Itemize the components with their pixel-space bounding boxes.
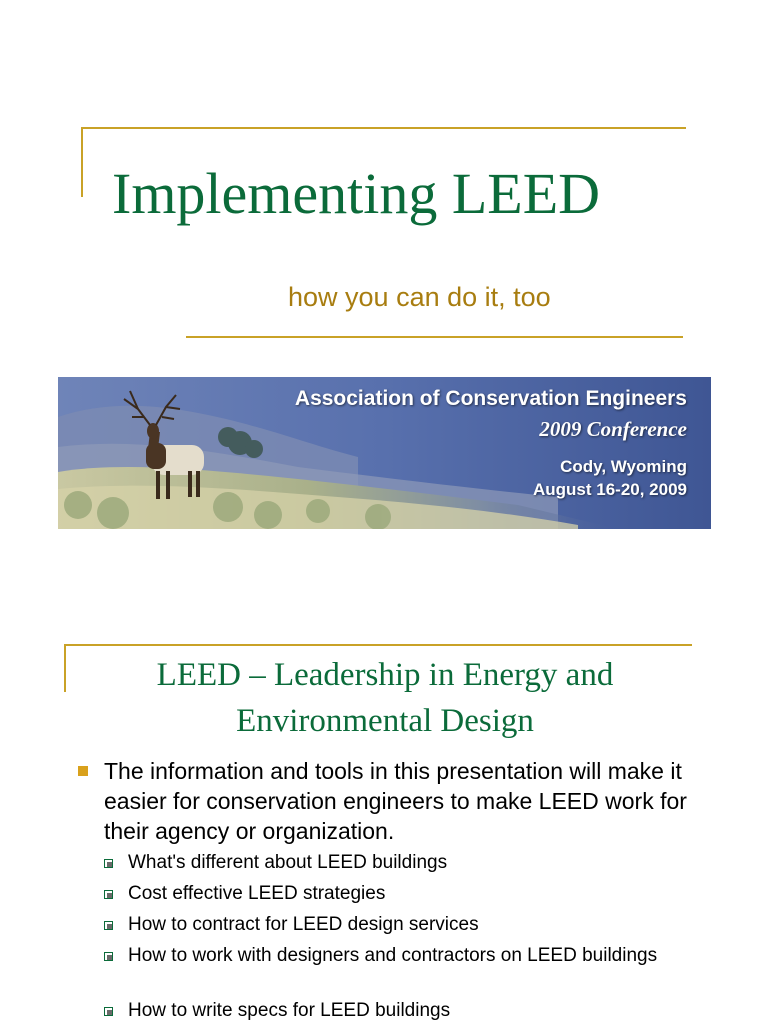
sub-bullet-item bbox=[104, 882, 704, 906]
sub-bullet-text: Cost effective LEED strategies bbox=[128, 883, 386, 904]
slide2-top-rule bbox=[64, 644, 692, 646]
banner-org-name: Association of Conservation Engineers bbox=[294, 387, 687, 410]
slide1-left-rule bbox=[81, 127, 83, 197]
sub-bullet-item bbox=[104, 944, 704, 968]
sub-bullet-text: What's different about LEED buildings bbox=[128, 852, 448, 873]
main-bullet-text: The information and tools in this presentation will make it easier for conservation engineers to make LEED work for their agency or organization. bbox=[104, 758, 687, 844]
sub-bullet-item bbox=[104, 999, 704, 1023]
slide1-bottom-rule bbox=[186, 336, 683, 338]
sub-bullet-text: How to contract for LEED design services bbox=[128, 914, 479, 935]
banner-conference: 2009 Conference bbox=[539, 417, 687, 441]
bullet-marker bbox=[78, 766, 88, 776]
checkbox-bullet-icon bbox=[104, 890, 113, 899]
slide2-title: LEED – Leadership in Energy and Environmental Design bbox=[156, 657, 614, 739]
slide1-subtitle: how you can do it, too bbox=[288, 282, 551, 312]
sub-bullet-text: How to write specs for LEED buildings bbox=[128, 1000, 451, 1021]
sub-bullet-text: How to work with designers and contractors on LEED buildings bbox=[128, 945, 658, 966]
banner-dates: August 16-20, 2009 bbox=[532, 480, 687, 499]
slide1-title: Implementing LEED bbox=[112, 161, 601, 226]
checkbox-bullet-icon bbox=[104, 1007, 113, 1016]
banner-location: Cody, Wyoming bbox=[560, 457, 687, 476]
conference-banner bbox=[58, 377, 711, 529]
slide1-top-rule bbox=[81, 127, 686, 129]
sub-bullet-item bbox=[104, 913, 704, 937]
checkbox-bullet-icon bbox=[104, 921, 113, 930]
checkbox-bullet-icon bbox=[104, 859, 113, 868]
slide2-left-rule bbox=[64, 644, 66, 692]
sub-bullet-item bbox=[104, 851, 704, 875]
checkbox-bullet-icon bbox=[104, 952, 113, 961]
